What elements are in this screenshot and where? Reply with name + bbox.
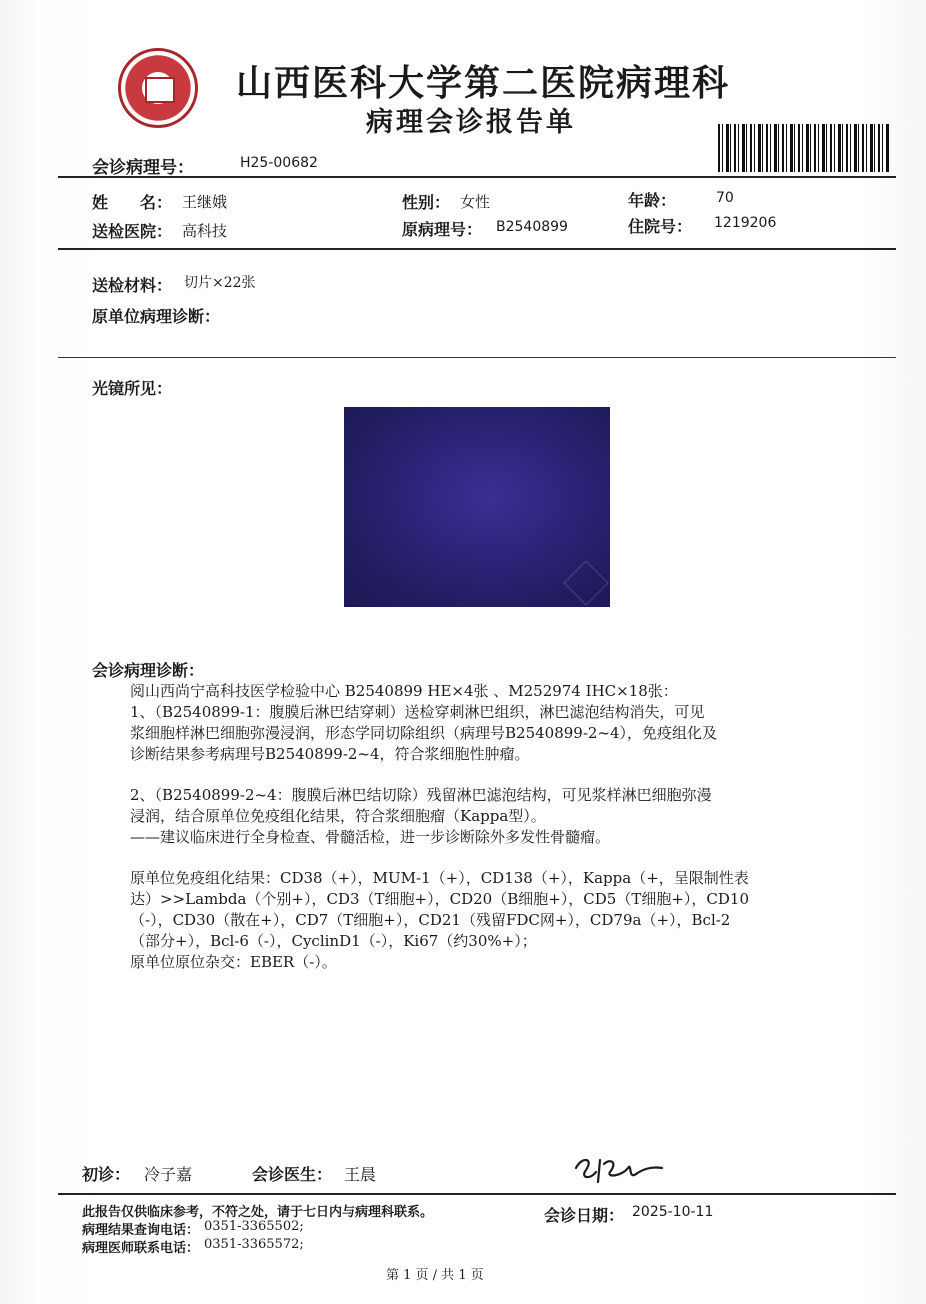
material-divider xyxy=(58,357,896,358)
diagnosis-label: 会诊病理诊断： xyxy=(92,661,205,680)
barcode xyxy=(718,124,890,172)
material-label: 送检材料： xyxy=(92,276,173,295)
diagnosis-line: 阅山西尚宁高科技医学检验中心 B2540899 HE×4张 、M252974 IHC×18张： xyxy=(130,682,678,700)
initial-diagnosis-label: 初诊： xyxy=(82,1165,131,1184)
hospital-seal-logo xyxy=(118,48,198,128)
page-indicator: 第 1 页 / 共 1 页 xyxy=(386,1268,484,1283)
orig-diagnosis-label: 原单位病理诊断： xyxy=(92,307,221,326)
name-value: 王继娥 xyxy=(182,193,228,211)
doctor-phone-value: 0351-3365572; xyxy=(204,1237,304,1252)
hospital-department-title: 山西医科大学第二医院病理科 xyxy=(236,62,731,104)
consult-doctor-name: 王晨 xyxy=(344,1165,377,1184)
inpatient-no-value: 1219206 xyxy=(714,215,777,231)
diagnosis-line: （-），CD30（散在+），CD7（T细胞+），CD21（残留FDC网+），CD79a（+），Bcl-2 xyxy=(130,911,731,929)
hospital-label: 送检医院： xyxy=(92,222,173,241)
diagnosis-line: 2、（B2540899-2~4：腹膜后淋巴结切除）残留淋巴滤泡结构，可见浆样淋巴细胞弥漫 xyxy=(130,786,712,804)
patient-divider xyxy=(58,248,896,250)
diagnosis-line: 浸润，结合原单位免疫组化结果，符合浆细胞瘤（Kappa型）。 xyxy=(130,807,546,825)
gender-label: 性别： xyxy=(402,193,451,212)
diagnosis-line: 原单位原位杂交：EBER（-）。 xyxy=(130,953,337,971)
microscopy-image xyxy=(344,407,610,607)
diagnosis-line: 原单位免疫组化结果：CD38（+），MUM-1（+），CD138（+），Kappa（+，呈限制性表 xyxy=(130,869,749,887)
footer-divider xyxy=(58,1193,896,1195)
diagnosis-line: 浆细胞样淋巴细胞弥漫浸润，形态学同切除组织（病理号B2540899-2~4），免疫组化及 xyxy=(130,724,718,742)
initial-diagnosis-name: 冷子嘉 xyxy=(144,1165,193,1184)
diagnosis-line: 诊断结果参考病理号B2540899-2~4，符合浆细胞性肿瘤。 xyxy=(130,745,530,763)
orig-pathology-no-value: B2540899 xyxy=(496,219,568,235)
inpatient-no-label: 住院号： xyxy=(628,217,693,236)
doctor-phone-label: 病理医师联系电话： xyxy=(82,1241,200,1256)
consult-no-label: 会诊病理号： xyxy=(92,158,194,178)
doctor-signature xyxy=(570,1150,670,1192)
hospital-value: 高科技 xyxy=(182,222,228,240)
microscopy-label: 光镜所见： xyxy=(92,379,173,398)
diagnosis-line: ——建议临床进行全身检查、骨髓活检，进一步诊断除外多发性骨髓瘤。 xyxy=(130,828,611,846)
disclaimer-note: 此报告仅供临床参考，不符之处，请于七日内与病理科联系。 xyxy=(82,1205,434,1220)
material-value: 切片×22张 xyxy=(184,275,256,291)
consult-date-label: 会诊日期： xyxy=(544,1206,625,1225)
diagnosis-line: 达）>>Lambda（个别+），CD3（T细胞+），CD20（B细胞+），CD5（T细胞+），CD10 xyxy=(130,890,749,908)
diagnosis-line: 1、（B2540899-1：腹膜后淋巴结穿刺）送检穿刺淋巴组织，淋巴滤泡结构消失，可见 xyxy=(130,703,705,721)
age-label: 年龄： xyxy=(628,191,677,210)
query-phone-value: 0351-3365502; xyxy=(204,1219,304,1234)
header-divider xyxy=(58,176,896,178)
consult-no-value: H25-00682 xyxy=(240,155,318,171)
gender-value: 女性 xyxy=(460,193,491,211)
name-label: 姓 名： xyxy=(92,193,173,212)
consult-date-value: 2025-10-11 xyxy=(632,1204,714,1220)
query-phone-label: 病理结果查询电话： xyxy=(82,1223,200,1238)
consult-doctor-label: 会诊医生： xyxy=(252,1165,333,1184)
orig-pathology-no-label: 原病理号： xyxy=(402,220,483,239)
age-value: 70 xyxy=(716,190,734,206)
report-title: 病理会诊报告单 xyxy=(366,107,576,138)
diagnosis-line: （部分+），Bcl-6（-），CyclinD1（-），Ki67（约30%+）； xyxy=(130,932,537,950)
